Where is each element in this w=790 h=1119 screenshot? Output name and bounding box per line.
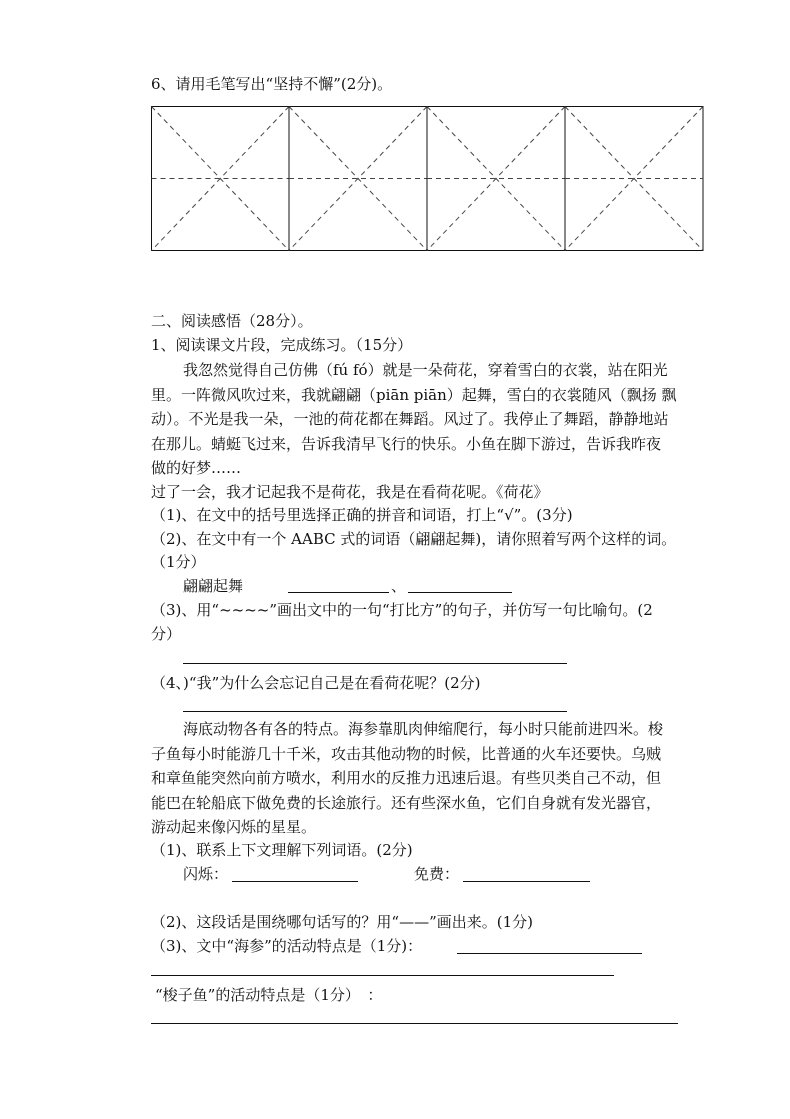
passage-1-sub-question-2: （2)、在文中有一个 AABC 式的词语（翩翩起舞)，请你照着写两个这样的词。: [151, 530, 677, 548]
answer-blank-2[interactable]: [408, 592, 512, 593]
passage-1-sub-question-3: （3)、用“~~~~”画出文中的一句“打比方”的句子，并仿写一句比喻句。(2: [151, 601, 653, 619]
calligraphy-grid: [151, 106, 704, 251]
passage-2-line: 游动起来像闪烁的星星。: [151, 818, 317, 836]
passage-2-line: 子鱼每小时能游几十千米，攻击其他动物的时候，比普通的火车还要快。乌贼: [151, 745, 662, 763]
passage-2-sub-question-1: （1)、联系上下文理解下列词语。(2分): [151, 841, 413, 859]
passage-1-sub-question-3-points: 分）: [151, 625, 182, 643]
blank-separator: 、: [391, 577, 407, 595]
answer-blank-mianfei[interactable]: [463, 881, 590, 882]
answer-line-suoziyu[interactable]: [151, 1023, 678, 1024]
answer-blank-1[interactable]: [288, 592, 389, 593]
passage-1-question-heading: 1、阅读课文片段，完成练习。（15分）: [151, 336, 413, 354]
passage-1-sub-question-4: （4、)“我”为什么会忘记自己是在看荷花呢？(2分): [151, 674, 481, 692]
answer-line-simile[interactable]: [183, 663, 567, 664]
passage-1-line: 动）。不光是我一朵，一池的荷花都在舞蹈。风过了。我停止了舞蹈，静静地站: [151, 410, 669, 428]
passage-1-line: 我忽然觉得自己仿佛（fú fó）就是一朵荷花，穿着雪白的衣裳，站在阳光: [183, 361, 668, 379]
passage-1-sub-question-1: （1)、在文中的括号里选择正确的拼音和词语，打上“√”。(3分): [151, 506, 573, 524]
passage-1-sub-question-2-points: （1分）: [151, 553, 206, 571]
word-label-shanshuo: 闪烁：: [183, 865, 229, 883]
answer-line-haishen[interactable]: [151, 975, 614, 976]
answer-line-why[interactable]: [183, 711, 567, 712]
passage-1-line: 过了一会，我才记起我不是荷花，我是在看荷花呢。《荷花》: [151, 483, 549, 501]
passage-2-line: 能巴在轮船底下做免费的长途旅行。还有些深水鱼，它们自身就有发光器官，: [151, 794, 662, 812]
passage-1-line: 在那儿。蜻蜓飞过来，告诉我清早飞行的快乐。小鱼在脚下游过，告诉我昨夜: [151, 435, 662, 453]
passage-2-line: 海底动物各有各的特点。海参靠肌肉伸缩爬行，每小时只能前进四米。梭: [183, 720, 664, 738]
answer-blank-haishen[interactable]: [457, 953, 642, 954]
passage-1-line: 做的好梦……: [151, 459, 242, 477]
passage-2-line: 和章鱼能突然向前方喷水，利用水的反推力迅速后退。有些贝类自己不动，但: [151, 769, 662, 787]
question-6-title: 6、请用毛笔写出“坚持不懈”(2分)。: [151, 75, 393, 93]
grid-cell-3: [427, 107, 565, 251]
passage-2-sub-question-3: （3)、文中“海参”的活动特点是（1分)：: [151, 937, 423, 955]
grid-cell-2: [289, 107, 427, 251]
grid-cell-1: [152, 107, 290, 251]
section-2-heading: 二、阅读感悟（28分）。: [151, 312, 313, 330]
answer-blank-shanshuo[interactable]: [232, 881, 358, 882]
passage-2-sub-question-2: （2)、这段话是围绕哪句话写的？用“——”画出来。(1分): [151, 913, 533, 931]
example-word: 翩翩起舞: [183, 577, 244, 595]
word-label-mianfei: 免费：: [414, 865, 460, 883]
passage-2-sub-question-3b: “梭子鱼”的活动特点是（1分） ：: [155, 986, 383, 1004]
grid-cell-4: [565, 107, 703, 251]
passage-1-line: 里。一阵微风吹过来，我就翩翩（piān piān）起舞，雪白的衣裳随风（飘扬 飘: [151, 386, 677, 404]
